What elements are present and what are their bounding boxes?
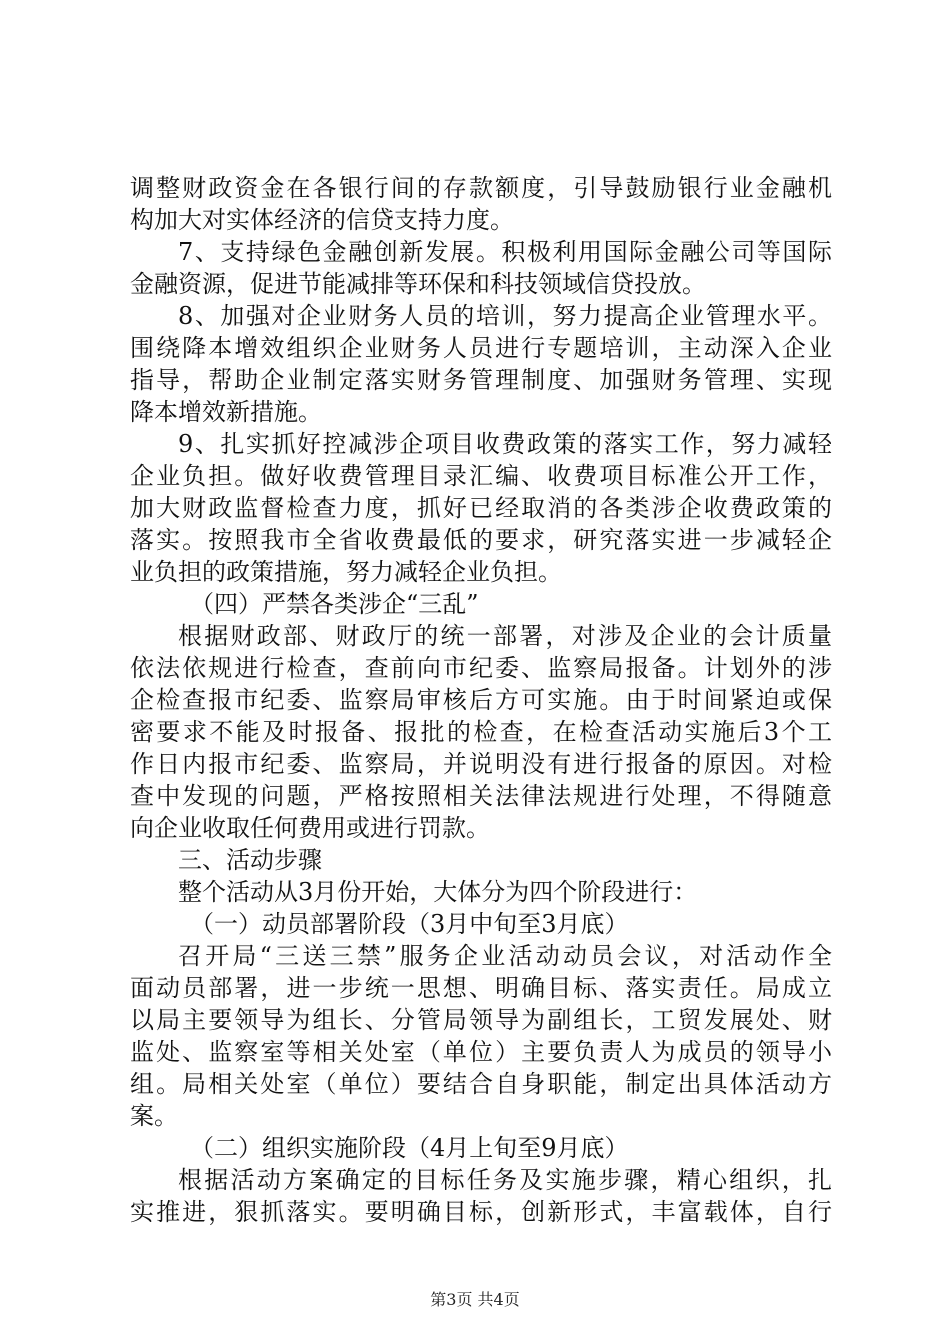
text-line: 构加大对实体经济的信贷支持力度。 [130, 206, 514, 234]
text-line: 密要求不能及时报备、报批的检查，在检查活动实施后3个工 [130, 718, 832, 746]
text-line: 加大财政监督检查力度，抓好已经取消的各类涉企收费政策的 [130, 494, 832, 522]
text-line: 企业负担。做好收费管理目录汇编、收费项目标准公开工作， [130, 462, 832, 490]
text-line: 企检查报市纪委、监察局审核后方可实施。由于时间紧迫或保 [130, 686, 832, 714]
text-line: 组。局相关处室（单位）要结合自身职能，制定出具体活动方 [130, 1070, 832, 1098]
text-line: 围绕降本增效组织企业财务人员进行专题培训，主动深入企业 [130, 334, 832, 362]
text-line: 监处、监察室等相关处室（单位）主要负责人为成员的领导小 [130, 1038, 832, 1066]
text-line: 金融资源，促进节能减排等环保和科技领域信贷投放。 [130, 270, 706, 298]
text-line: 降本增效新措施。 [130, 398, 322, 426]
text-line: 调整财政资金在各银行间的存款额度，引导鼓励银行业金融机 [130, 174, 832, 202]
text-line: 三、活动步骤 [178, 846, 322, 874]
text-line: 根据财政部、财政厅的统一部署，对涉及企业的会计质量 [178, 622, 832, 650]
page-footer: 第3页 共4页 [430, 1290, 520, 1309]
text-line: 依法依规进行检查，查前向市纪委、监察局报备。计划外的涉 [130, 654, 832, 682]
text-line: （一）动员部署阶段（3月中旬至3月底） [190, 910, 629, 938]
text-line: 指导，帮助企业制定落实财务管理制度、加强财务管理、实现 [130, 366, 832, 394]
text-line: 以局主要领导为组长、分管局领导为副组长，工贸发展处、财 [130, 1006, 832, 1034]
text-line: （二）组织实施阶段（4月上旬至9月底） [190, 1134, 629, 1162]
text-line: 9、扎实抓好控减涉企项目收费政策的落实工作，努力减轻 [178, 430, 832, 458]
text-line: 案。 [130, 1102, 178, 1130]
text-line: 业负担的政策措施，努力减轻企业负担。 [130, 558, 562, 586]
text-line: 召开局“三送三禁”服务企业活动动员会议，对活动作全 [178, 942, 832, 970]
text-line: 8、加强对企业财务人员的培训，努力提高企业管理水平。 [178, 302, 832, 330]
text-line: 7、支持绿色金融创新发展。积极利用国际金融公司等国际 [178, 238, 832, 266]
text-line: （四）严禁各类涉企“三乱” [190, 590, 479, 618]
text-line: 实推进，狠抓落实。要明确目标，创新形式，丰富载体，自行 [130, 1198, 832, 1226]
text-line: 整个活动从3月份开始，大体分为四个阶段进行： [178, 878, 698, 906]
text-line: 面动员部署，进一步统一思想、明确目标、落实责任。局成立 [130, 974, 832, 1002]
document-body [130, 172, 832, 1228]
text-line: 作日内报市纪委、监察局，并说明没有进行报备的原因。对检 [130, 750, 832, 778]
text-line: 查中发现的问题，严格按照相关法律法规进行处理，不得随意 [130, 782, 832, 810]
text-line: 根据活动方案确定的目标任务及实施步骤，精心组织，扎 [178, 1166, 832, 1194]
text-line: 向企业收取任何费用或进行罚款。 [130, 814, 490, 842]
text-line: 落实。按照我市全省收费最低的要求，研究落实进一步减轻企 [130, 526, 832, 554]
